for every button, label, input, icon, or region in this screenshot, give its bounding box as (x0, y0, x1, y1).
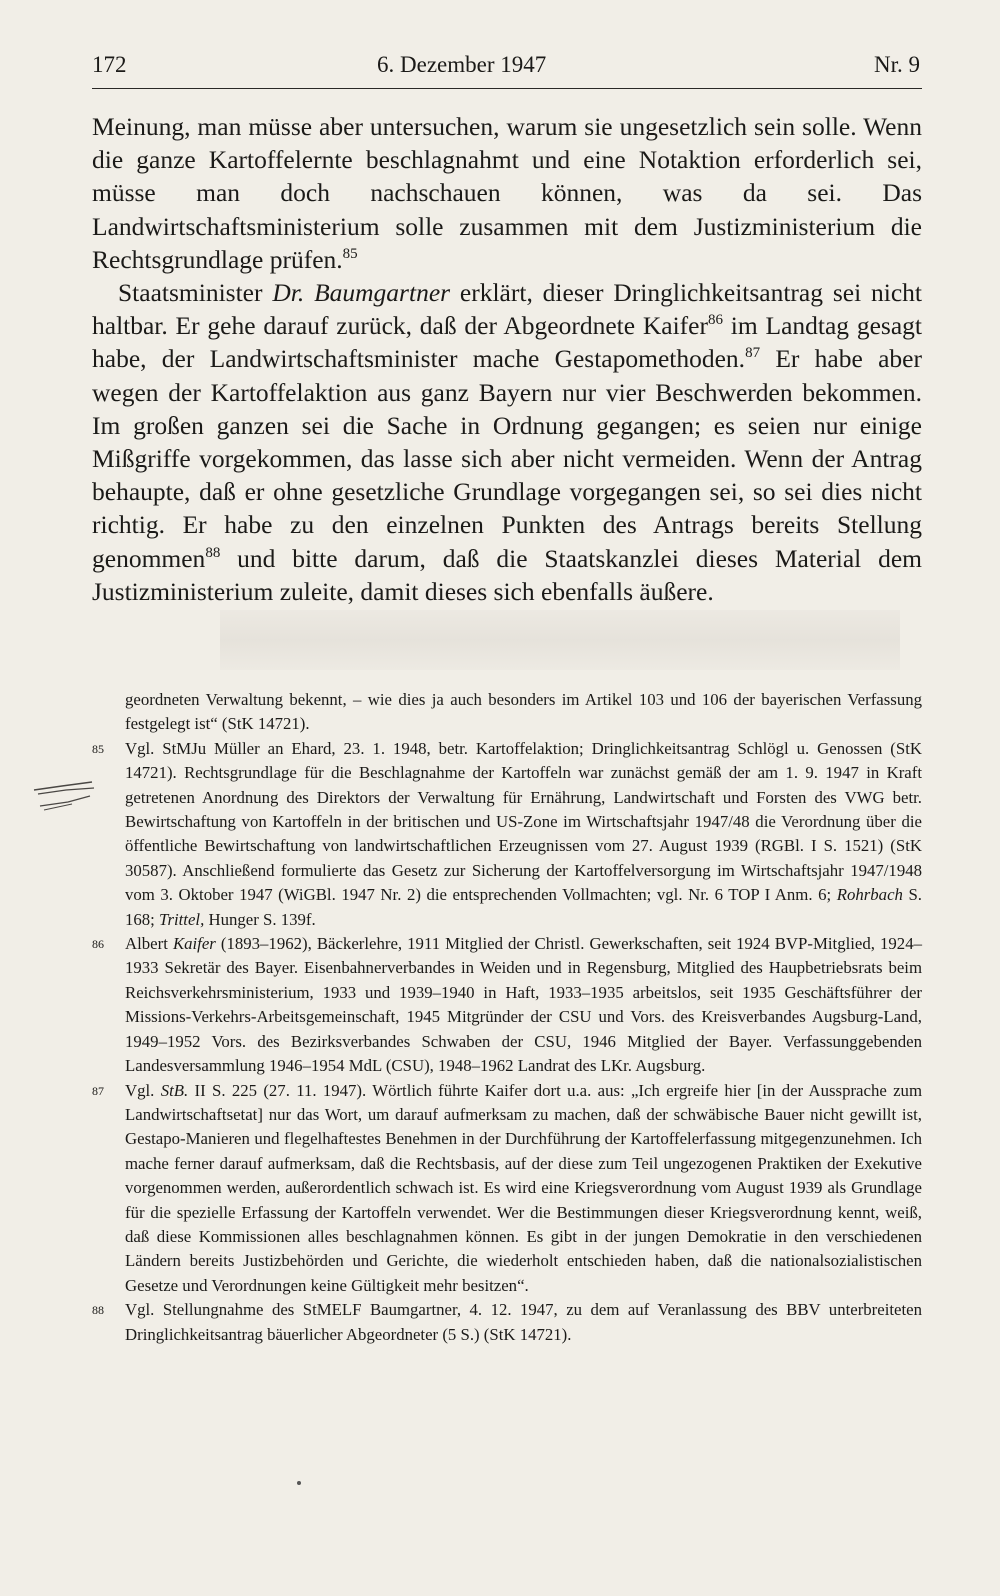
header-date: 6. Dezember 1947 (377, 52, 547, 77)
paragraph-2-text-c: im Landtag gesagt habe, der Landwirtschaftsminister mache Gestapomethoden. (92, 311, 922, 374)
footnote-87-number: 87 (92, 1083, 104, 1098)
running-header (92, 48, 922, 89)
page-number: 172 (92, 52, 127, 77)
main-text (92, 110, 922, 608)
footnote-86-text-a: Albert (125, 934, 173, 954)
footnote-85 (92, 737, 922, 932)
footnote-85-text-c: Hunger S. 139f. (204, 909, 316, 929)
paragraph-2-text-a: Staatsminister (118, 278, 273, 308)
footnote-ref-87: 87 (745, 345, 761, 362)
footnote-86-name: Kaifer (172, 934, 216, 954)
paragraph-2-text-d: Er habe aber wegen der Kartoffelaktion aus ganz Bayern nur vier Beschwerden bekommen. Im großen ganzen sei die Sache in Ordnung gegangen; es seien nur einige Mißgriffe vorgekommen, das lasse sich aber nicht vermeiden. Wenn der Antrag behaupte, daß er ohne gesetzliche Grundlage vorgegangen sei, so sei dies nicht richtig. Er habe zu den einzelnen Punkten des Antrags bereits Stellung genommen (92, 344, 922, 573)
footnote-85-author-2: Trittel, (159, 909, 205, 929)
footnotes (92, 688, 922, 1347)
footnote-86 (92, 932, 922, 1078)
footnote-85-author-1: Rohrbach (836, 885, 903, 905)
speaker-title: Dr. (272, 278, 305, 308)
footnote-continuation: geordneten Verwaltung bekennt, – wie dies ja auch besonders im Artikel 103 und 106 der bayerischen Verfassung festgelegt ist“ (StK 14721). (125, 690, 922, 734)
paragraph-2 (92, 276, 922, 608)
footnote-87-text-a: Vgl. (125, 1080, 161, 1100)
footnote-86-number: 86 (92, 937, 104, 952)
footnote-ref-86: 86 (707, 312, 723, 329)
footnote-87 (92, 1079, 922, 1299)
paragraph-1-text: Meinung, man müsse aber untersuchen, warum sie ungesetzlich sein solle. Wenn die ganze Kartoffelernte beschlagnahmt und eine Notaktion erforderlich sei, müsse man doch nachschauen können, was da sei. Das Landwirtschaftsministerium solle zusammen mit dem Justizministerium die Rechtsgrundlage prüfen. (92, 112, 922, 274)
document-number: Nr. 9 (874, 52, 920, 77)
paragraph-1 (92, 110, 922, 276)
footnote-88-text: Vgl. Stellungnahme des StMELF Baumgartner, 4. 12. 1947, zu dem auf Veranlassung des BBV unterbreiteten Dringlichkeitsantrag bäuerlicher Abgeordneter (5 S.) (StK 14721). (125, 1300, 922, 1344)
footnote-88 (92, 1298, 922, 1347)
footnote-ref-85: 85 (342, 245, 358, 262)
pencil-scribble-icon (32, 768, 96, 822)
paragraph-2-text-b: erklärt, dieser Dringlichkeitsantrag sei nicht haltbar. Er gehe darauf zurück, daß der Abgeordnete Kaifer (92, 278, 922, 341)
footnote-87-source: StB. (160, 1080, 189, 1100)
show-through-shadow (220, 610, 900, 670)
footnote-86-text-b: (1893–1962), Bäckerlehre, 1911 Mitglied der Christl. Gewerkschaften, seit 1924 BVP-Mitglied, 1924–1933 Sekretär des Bayer. Eisenbahnerverbandes in Weiden und in Regensburg, Mitglied des Haupbetriebsrats beim Reichsverkehrsministerium, 1933 und 1939–1940 in Haft, 1933–1935 arbeitslos, seit 1935 Geschäftsführer der Missions-Verkehrs-Arbeitsgemeinschaft, 1945 Mitgründer der CSU und Vors. des Kreisverbandes Augsburg-Land, 1949–1952 Vors. des Bezirksverbandes Schwaben der CSU, 1946 Mitglied der Bayer. Verfassunggebenden Landesversammlung 1946–1954 MdL (CSU), 1948–1962 Landrat des LKr. Augsburg. (125, 934, 922, 1076)
footnote-87-text-b: II S. 225 (27. 11. 1947). Wörtlich führte Kaifer dort u.a. aus: „Ich ergreife hier [in der Aussprache zum Landwirtschaftsetat] nur das Wort, um darauf aufmerksam zu machen, daß der schwäbische Bauer nicht gewillt ist, Gestapo-Manieren und flegelhaftestes Benehmen in der Durchführung der Kartoffelerfassung mitgegenzunehmen. Ich mache ferner darauf aufmerksam, daß die Rechtsbasis, auf der diese zum Teil ungezogenen Praktiken der Exekutive vorgenommen werden, außerordentlich schwach ist. Es wird eine Kriegsverordnung vom August 1939 als Grundlage für die spezielle Erfassung der Kartoffeln verwendet. Wer die Bestimmungen dieser Kriegsverordnung kennt, weiß, daß diese Kommissionen alles beschlagnahmen können. Es gibt in der jungen Demokratie in den verschiedenen Ländern bereits Justizbehörden und Gerichte, die wiederholt entschieden haben, daß die nationalsozialistischen Gesetze und Verordnungen keine Gültigkeit mehr besitzen“. (125, 1080, 922, 1295)
footnote-ref-88: 88 (205, 544, 221, 561)
footnote-85-number: 85 (92, 741, 104, 756)
paragraph-2-text-e: und bitte darum, daß die Staatskanzlei dieses Material dem Justizministerium zuleite, damit dieses sich ebenfalls äußere. (92, 543, 922, 606)
footnote-85-text-b: S. 168; (125, 885, 922, 929)
footnote-85-text-a: Vgl. StMJu Müller an Ehard, 23. 1. 1948, betr. Kartoffelaktion; Dringlichkeitsantrag Schlögl u. Genossen (StK 14721). Rechtsgrundlage für die Beschlagnahme der Kartoffeln war zunächst gemäß der am 1. 9. 1947 in Kraft getretenen Anordnung des Direktors der Verwaltung für Ernährung, Landwirtschaft und Forsten des VWG betr. Bewirtschaftung von Kartoffeln in der britischen und US-Zone im Wirtschaftsjahr 1947/48 die Verordnung über die öffentliche Bewirtschaftung von landwirtschaftlichen Erzeugnissen vom 27. August 1939 (RGBl. I S. 1521) (StK 30587). Anschließend formulierte das Gesetz zur Sicherung der Kartoffelversorgung im Wirtschaftsjahr 1947/1948 vom 3. Oktober 1947 (WiGBl. 1947 Nr. 2) die entsprechenden Vollmachten; vgl. Nr. 6 TOP I Anm. 6; (125, 738, 922, 905)
speaker-name: Baumgartner (314, 278, 451, 308)
paper-speck (297, 1481, 301, 1485)
footnote-88-number: 88 (92, 1303, 104, 1318)
